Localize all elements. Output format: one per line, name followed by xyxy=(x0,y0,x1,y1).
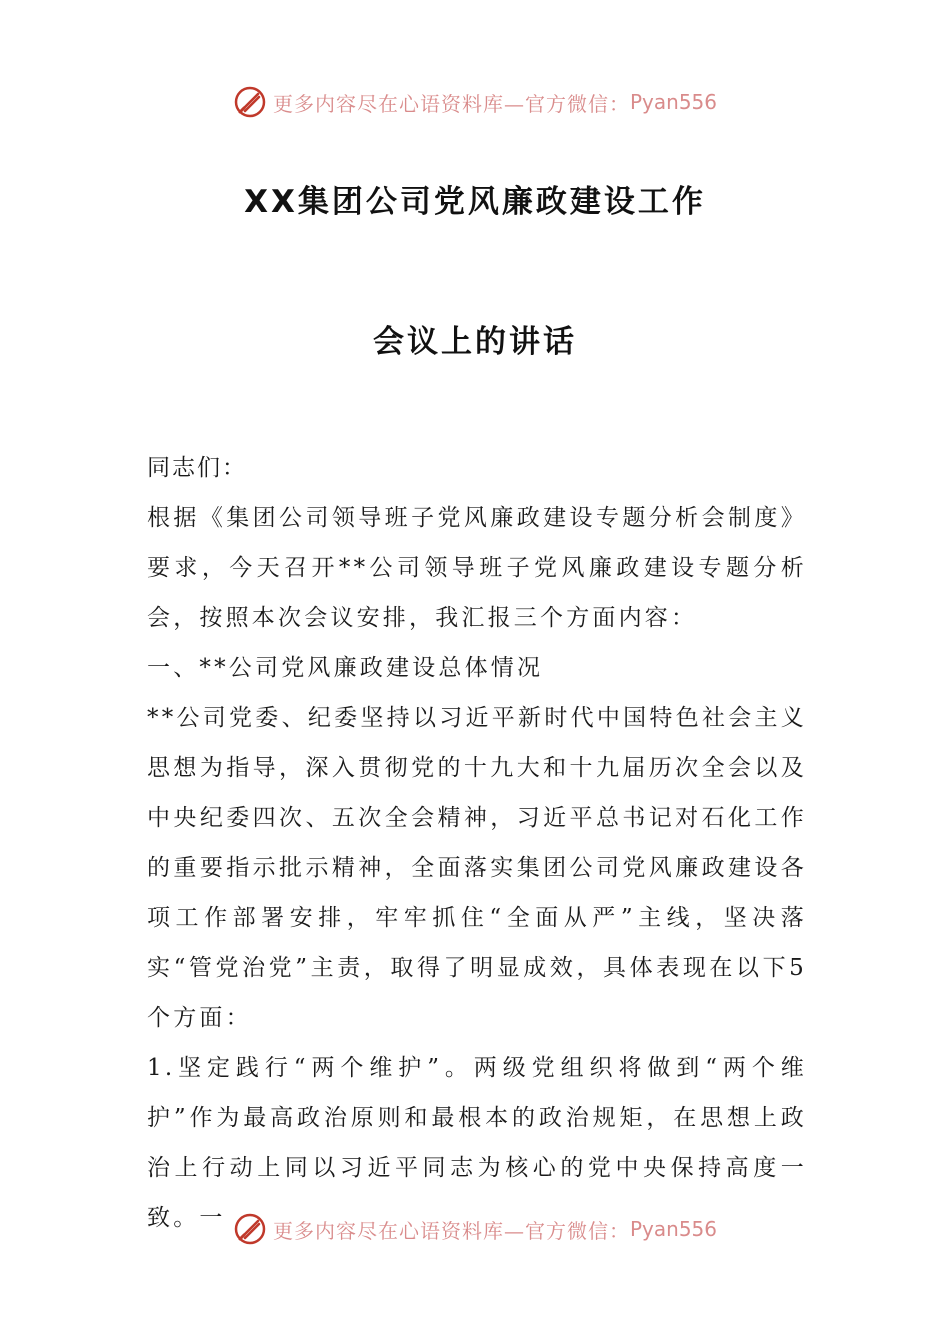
watermark-header xyxy=(0,82,950,122)
watermark-text: 更多内容尽在心语资料库—官方微信： xyxy=(272,91,630,116)
paragraph-intro: 根据《集团公司领导班子党风廉政建设专题分析会制度》要求，今天召开**公司领导班子党风廉政建设专题分析会，按照本次会议安排，我汇报三个方面内容： xyxy=(147,505,807,631)
watermark-footer xyxy=(0,1209,950,1249)
document-title-line1: XX集团公司党风廉政建设工作 xyxy=(244,184,706,220)
pen-logo-icon xyxy=(233,1212,267,1246)
document-title-line2: 会议上的讲话 xyxy=(373,324,577,360)
greeting: 同志们： xyxy=(147,455,247,481)
paragraph-point-1: 1.坚定践行“两个维护”。两级党组织将做到“两个维护”作为最高政治原则和最根本的政治规矩，在思想上政治上行动上同以习近平同志为核心的党中央保持高度一致。一 xyxy=(147,1055,807,1231)
watermark-wechat-id: Pyan556 xyxy=(629,1217,717,1241)
document-body xyxy=(147,443,807,1243)
paragraph-overview: **公司党委、纪委坚持以习近平新时代中国特色社会主义思想为指导，深入贯彻党的十九大和十九届历次全会以及中央纪委四次、五次全会精神，习近平总书记对石化工作的重要指示批示精神，全面落实集团公司党风廉政建设各项工作部署安排，牢牢抓住“全面从严”主线，坚决落实“管党治党”主责，取得了明显成效，具体表现在以下5个方面： xyxy=(147,705,807,1031)
watermark-text: 更多内容尽在心语资料库—官方微信： xyxy=(272,1218,630,1243)
pen-logo-icon xyxy=(233,85,267,119)
watermark-wechat-id: Pyan556 xyxy=(629,90,717,114)
section-heading-1: 一、**公司党风廉政建设总体情况 xyxy=(147,655,544,681)
